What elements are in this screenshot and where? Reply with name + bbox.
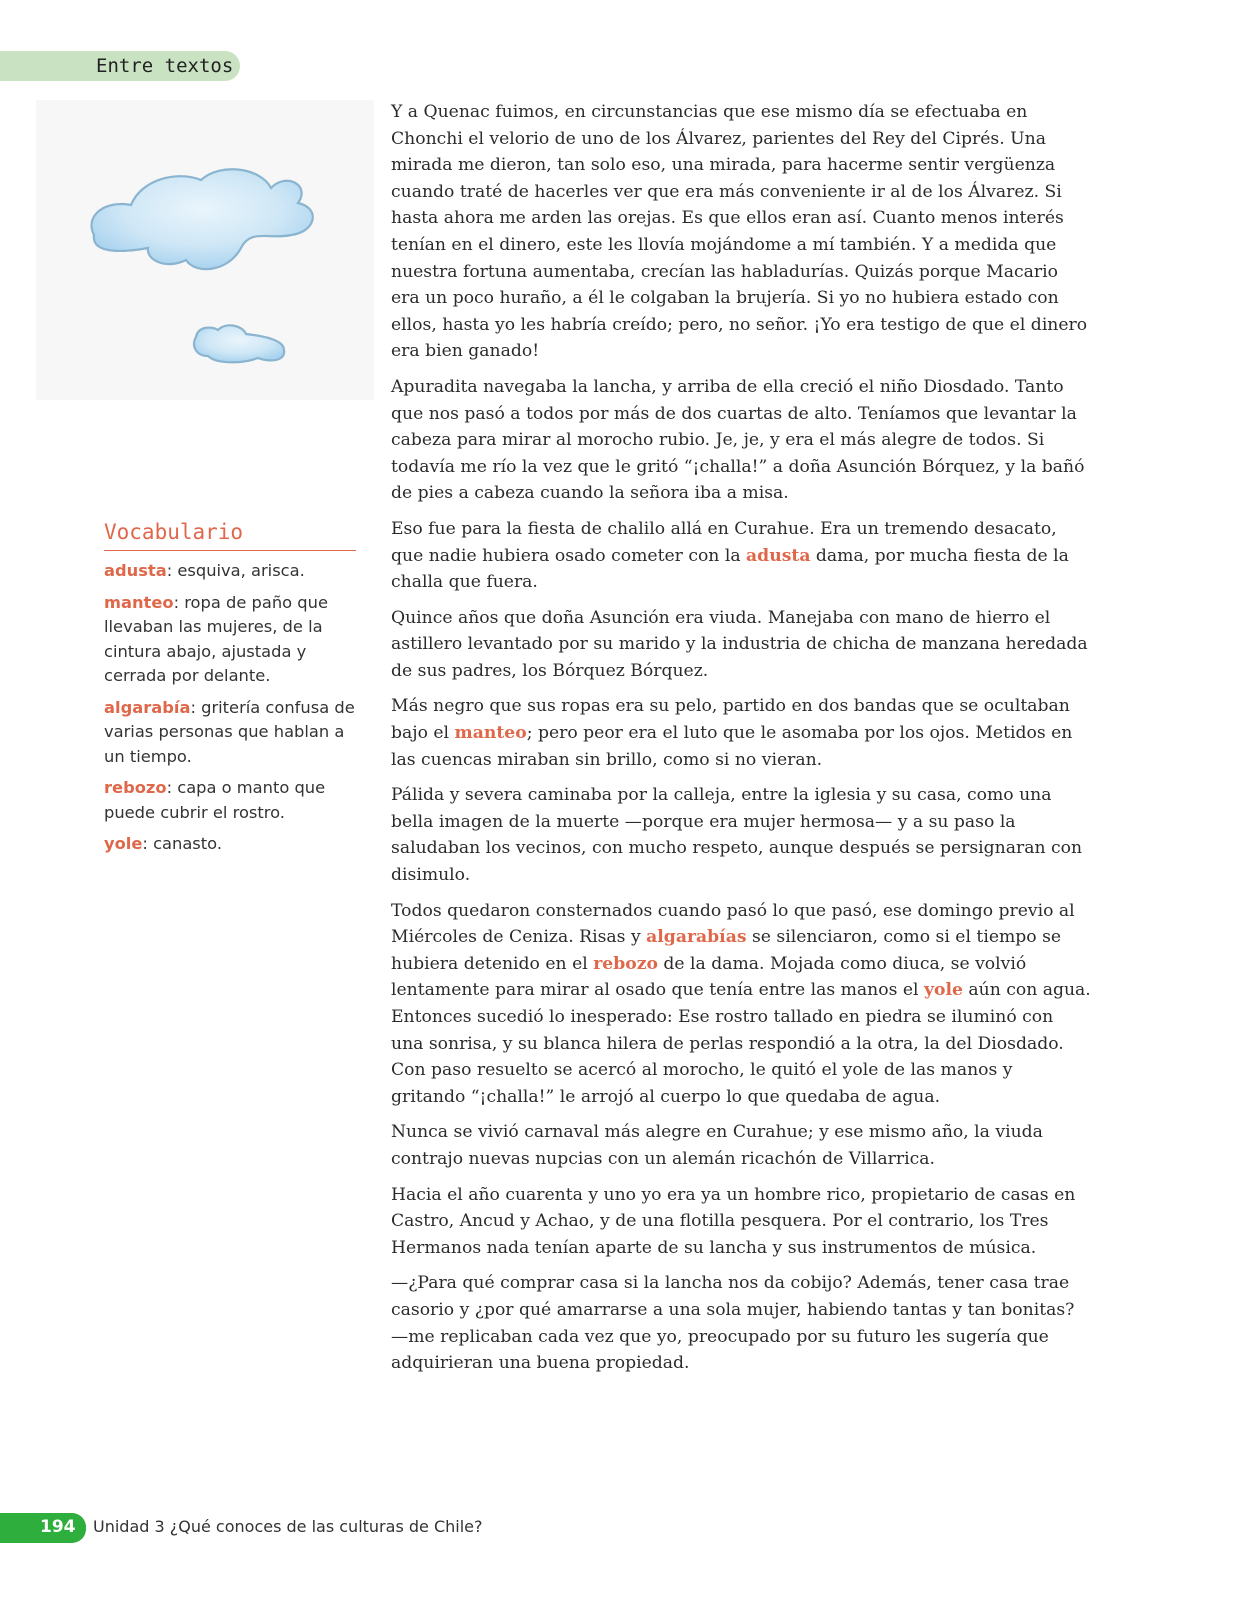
vocab-term: yole [104, 834, 143, 853]
vocab-entry [104, 776, 356, 825]
story-paragraph [391, 516, 1091, 596]
vocab-term: rebozo [104, 778, 167, 797]
vocab-entry [104, 591, 356, 689]
clouds-illustration [36, 100, 374, 400]
story-paragraph: Hacia el año cuarenta y uno yo era ya un hombre rico, propietario de casas en Castro, Ancud y Achao, y de una flotilla pesquera. Por el contrario, los Tres Hermanos nada tenían aparte de su lancha y sus instrumentos de música. [391, 1184, 1076, 1258]
vocab-highlight: rebozo [593, 953, 658, 974]
page-number-badge [0, 1513, 86, 1543]
text-run: Más negro que sus ropas era su pelo, partido en dos bandas que se ocultaban bajo el [391, 696, 1070, 744]
story-paragraph: Apuradita navegaba la lancha, y arriba de ella creció el niño Diosdado. Tanto que nos pasó a todos por más de dos cuartas de alto. Teníamos que levantar la cabeza para mirar al morocho rubio. Je, je, y era el más alegre de todos. Si todavía me río la vez que le gritó “¡challa!” a doña Asunción Bórquez, y la bañó de pies a cabeza cuando la señora iba a misa. [391, 376, 1085, 504]
story-paragraph: Pálida y severa caminaba por la calleja, entre la iglesia y su casa, como una bella imagen de la muerte —porque era mujer hermosa— y a su paso la saludaban los vecinos, con mucho respeto, aunque después se persignaran con disimulo. [391, 785, 1083, 886]
text-run: de la dama. Mojada como diuca, se volvió lentamente para mirar al osado que tenía entre las manos el [391, 953, 1027, 1001]
page-number: 194 [40, 1517, 76, 1537]
vocab-entry [104, 832, 356, 857]
text-run: Todos quedaron consternados cuando pasó lo que pasó, ese domingo previo al Miércoles de Ceniza. Risas y [391, 900, 1075, 948]
vocab-term: algarabía [104, 697, 191, 717]
story-paragraph [391, 898, 1091, 1111]
vocab-term: adusta [104, 561, 167, 580]
vocab-definition: : ropa de paño que llevaban las mujeres, de la cintura abajo, ajustada y cerrada por delante. [104, 592, 328, 685]
vocab-entry [104, 696, 356, 770]
vocab-highlight: yole [924, 980, 963, 1001]
vocab-term: manteo [104, 592, 174, 612]
vocabulary-title: Vocabulario [104, 520, 356, 551]
vocabulary-box [104, 520, 356, 864]
story-paragraph: Nunca se vivió carnaval más alegre en Curahue; y ese mismo año, la viuda contrajo nuevas nupcias con un alemán ricachón de Villarrica. [391, 1122, 1043, 1169]
story-text [391, 99, 1091, 1386]
vocab-definition: : capa o manto que puede cubrir el rostro. [104, 778, 326, 822]
story-paragraph [391, 693, 1091, 773]
large-cloud-shape [92, 169, 313, 269]
section-label: Entre textos [96, 55, 234, 77]
clouds-icon [36, 100, 374, 400]
text-run: se silenciaron, como si el tiempo se hubiera detenido en el [391, 927, 1062, 974]
story-paragraph: Quince años que doña Asunción era viuda. Manejaba con mano de hierro el astillero levantado por su marido y la industria de chicha de manzana heredada de sus padres, los Bórquez Bórquez. [391, 607, 1088, 681]
section-tab [0, 51, 240, 81]
text-run: aún con agua. Entonces sucedió lo inesperado: Ese rostro tallado en piedra se iluminó con una sonrisa, y su blanca hilera de perlas respondió a la otra, la del Diosdado. Con paso resuelto se acercó al morocho, le quitó el yole de las manos y gritando “¡challa!” le arrojó al cuerpo lo que quedaba de agua. [391, 980, 1091, 1107]
text-run: ; pero peor era el luto que le asomaba por los ojos. Metidos en las cuencas miraban sin brillo, como si no vieran. [391, 723, 1073, 770]
small-cloud-shape [194, 325, 284, 362]
story-paragraph: Y a Quenac fuimos, en circunstancias que ese mismo día se efectuaba en Chonchi el velorio de uno de los Álvarez, parientes del Rey del Ciprés. Una mirada me dieron, tan solo eso, una mirada, para hacerme sentir vergüenza cuando traté de hacerles ver que era más conveniente ir al de los Álvarez. Si hasta ahora me arden las orejas. Es que ellos eran así. Cuanto menos interés tenían en el dinero, este les llovía mojándome a mí también. Y a medida que nuestra fortuna aumentaba, crecían las habladurías. Quizás porque Macario era un poco huraño, a él le colgaban la brujería. Si yo no hubiera estado con ellos, hasta yo les habría creído; pero, no señor. ¡Yo era testigo de que el dinero era bien ganado! [391, 102, 1088, 362]
story-paragraph: —¿Para qué comprar casa si la lancha nos da cobijo? Además, tener casa trae casorio y ¿por qué amarrarse a una sola mujer, habiendo tantas y tan bonitas? —me replicaban cada vez que yo, preocupado por su futuro les sugería que adquirieran una buena propiedad. [391, 1273, 1075, 1374]
vocab-highlight: algarabías [646, 927, 747, 948]
vocab-highlight: manteo [454, 723, 527, 744]
vocab-definition: : canasto. [142, 834, 223, 853]
footer-unit-title: Unidad 3 ¿Qué conoces de las culturas de Chile? [93, 1517, 483, 1536]
vocab-entry [104, 559, 356, 584]
vocab-definition: : esquiva, arisca. [166, 561, 305, 580]
vocab-definition: : gritería confusa de varias personas que hablan a un tiempo. [104, 697, 355, 766]
text-run: dama, por mucha fiesta de la challa que fuera. [391, 545, 1069, 593]
text-run: Eso fue para la fiesta de chalilo allá en Curahue. Era un tremendo desacato, que nadie hubiera osado cometer con la [391, 518, 1057, 566]
vocab-highlight: adusta [746, 545, 811, 566]
